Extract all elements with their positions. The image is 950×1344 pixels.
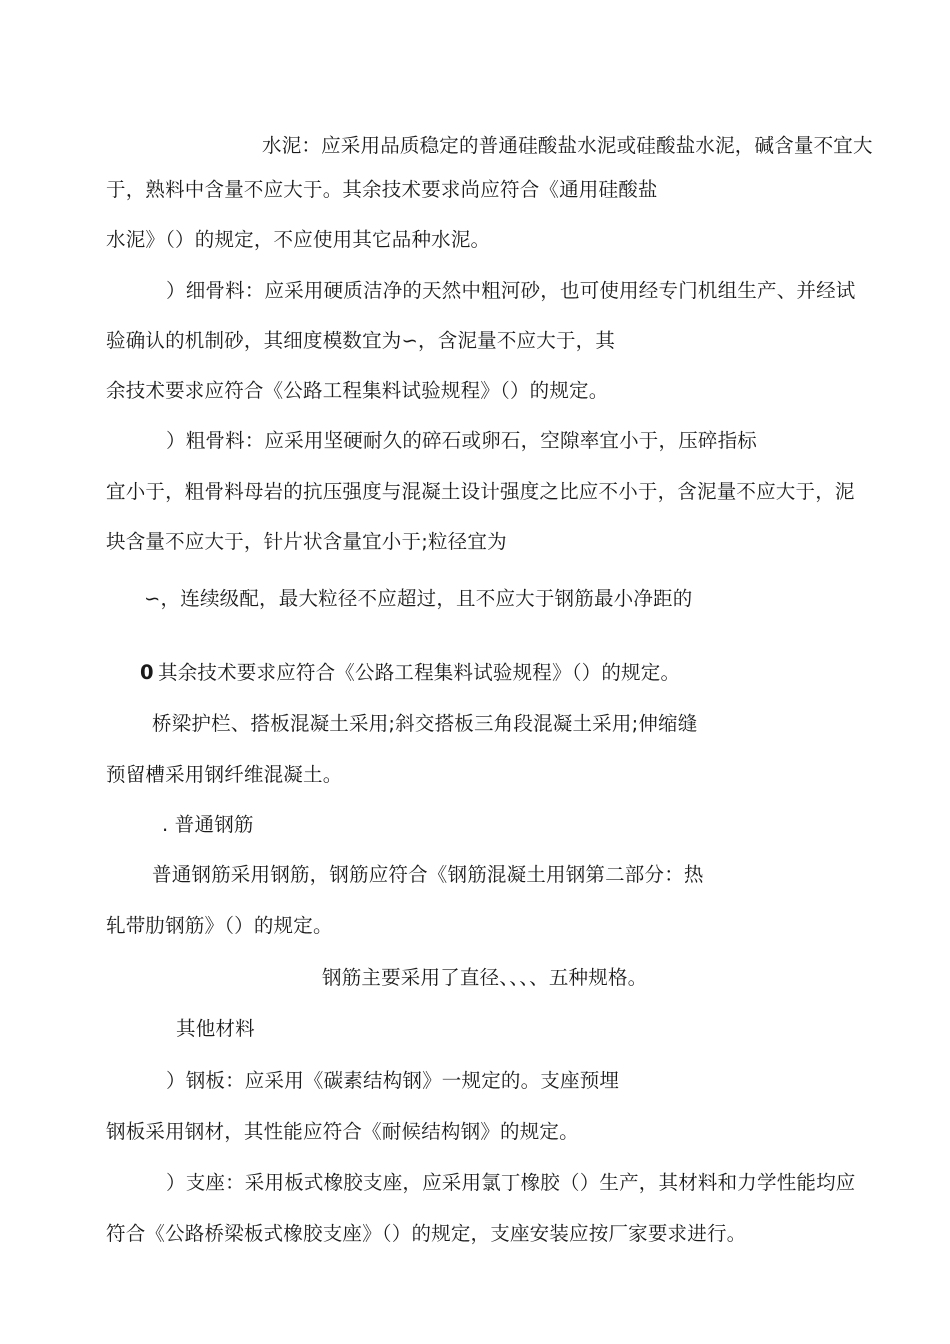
- fine-aggregate-line-1: ）细骨料：应采用硬质洁净的天然中粗河砂，也可使用经专门机组生产、并经试: [166, 279, 856, 302]
- section-heading-other-materials: 其他材料: [176, 1017, 255, 1040]
- steel-plate-line-1: ）钢板：应采用《碳素结构钢》一规定的。支座预埋: [166, 1069, 620, 1092]
- rebar-line-2: 轧带肋钢筋》（）的规定。: [106, 914, 333, 937]
- fine-aggregate-line-3: 余技术要求应符合《公路工程集料试验规程》（）的规定。: [106, 379, 609, 402]
- steel-plate-line-2: 钢板采用钢材，其性能应符合《耐候结构钢》的规定。: [106, 1120, 579, 1143]
- fine-aggregate-line-2: 验确认的机制砂，其细度模数宜为∽，含泥量不应大于，其: [106, 329, 616, 352]
- cement-line-1: 水泥：应采用品质稳定的普通硅酸盐水泥或硅酸盐水泥，碱含量不宜大: [262, 134, 873, 157]
- coarse-aggregate-line-3: 块含量不应大于，针片状含量宜小于;粒径宜为: [106, 530, 507, 553]
- bearing-line-1: ）支座：采用板式橡胶支座，应采用氯丁橡胶（）生产，其材料和力学性能均应: [166, 1171, 856, 1194]
- coarse-aggregate-line-5: 其余技术要求应符合《公路工程集料试验规程》（）的规定。: [158, 661, 681, 684]
- rebar-line-1: 普通钢筋采用钢筋，钢筋应符合《钢筋混凝土用钢第二部分：热: [152, 863, 704, 886]
- rebar-line-3: 钢筋主要采用了直径、、、、五种规格。: [322, 966, 648, 989]
- guardrail-concrete-line-2: 预留槽采用钢纤维混凝土。: [106, 763, 343, 786]
- section-heading-rebar: . 普通钢筋: [162, 813, 254, 836]
- coarse-aggregate-line-1: ）粗骨料：应采用坚硬耐久的碎石或卵石，空隙率宜小于，压碎指标: [166, 429, 758, 452]
- cement-line-2: 于，熟料中含量不应大于。其余技术要求尚应符合《通用硅酸盐: [106, 178, 658, 201]
- bearing-line-2: 符合《公路桥梁板式橡胶支座》（）的规定，支座安装应按厂家要求进行。: [106, 1222, 747, 1245]
- guardrail-concrete-line-1: 桥梁护栏、搭板混凝土采用;斜交搭板三角段混凝土采用;伸缩缝: [152, 712, 698, 735]
- cement-line-3: 水泥》（）的规定，不应使用其它品种水泥。: [106, 228, 491, 251]
- coarse-aggregate-line-4: ∽，连续级配，最大粒径不应超过，且不应大于钢筋最小净距的: [144, 587, 693, 610]
- coarse-aggregate-line-2: 宜小于，粗骨料母岩的抗压强度与混凝土设计强度之比应不小于，含泥量不应大于，泥: [106, 480, 855, 503]
- digit-zero: 0: [140, 661, 154, 684]
